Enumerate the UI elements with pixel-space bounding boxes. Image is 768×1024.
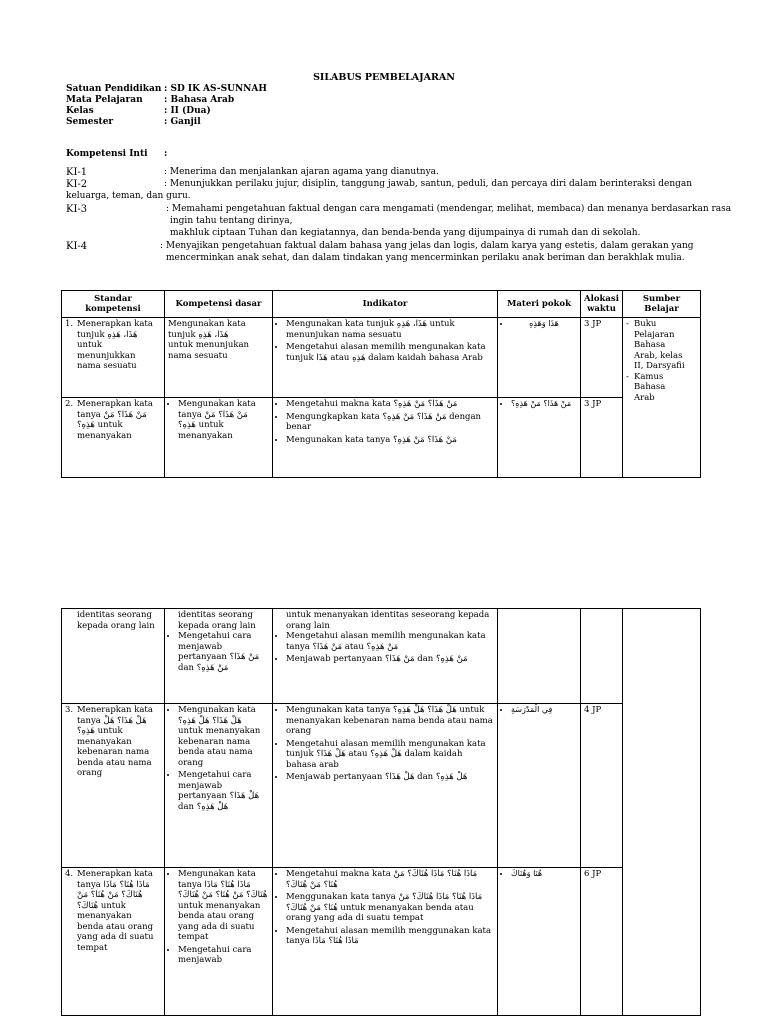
sumber-cell-empty [623, 609, 701, 1016]
meta-row [66, 84, 267, 95]
kd-cell: identitas seorang kepada orang lain • Mengetahui cara menjawab pertanyaan مَنْ هَذَا؟ dan مَنْ هَذِهِ؟ [165, 609, 273, 704]
kd-item: • Mengunakan kata tanya مَنْ هَذَا؟ مَنْ هَذِهِ؟ untuk menanyakan [178, 399, 269, 441]
kd-cell [165, 318, 273, 398]
sumber-cell [623, 318, 701, 478]
sk-cell [62, 398, 165, 478]
kd-item: • Mengetahui cara menjawab pertanyaan هَلْ هَذَا؟ dan هَلْ هَذِهِ؟ [178, 770, 269, 812]
sk-line: Menerapkan kata [77, 319, 153, 329]
row-number: 1. [65, 319, 74, 329]
meta-label: Mata Pelajaran [66, 95, 143, 105]
kd-item: • Mengetahui cara menjawab [178, 945, 269, 966]
indicator-item: • Menjawab pertanyaan مَنْ هَذَا؟ dan مَنْ هَذِهِ؟ [286, 654, 494, 665]
ki-code: KI-2 [66, 179, 88, 190]
meta-row [66, 106, 267, 117]
indicator-item: • Mengungkapkan kata مَنْ هَذَا؟ مَنْ هَذِهِ؟ dengan benar [286, 412, 494, 433]
sk-line: menanyakan [77, 430, 132, 441]
col-header: Kompetensi dasar [165, 291, 273, 318]
materi-cell [498, 609, 581, 704]
table-row [62, 868, 701, 1016]
table-header-row [62, 291, 701, 318]
meta-label: Kelas [66, 106, 94, 116]
alokasi-cell: 6 JP [581, 868, 623, 1016]
ki-heading-colon: : [164, 149, 168, 159]
sk-cell: 3. Menerapkan kata tanya هَلْ هَذَا؟ هَلْ هَذِهِ؟ untuk menanyakan kebenaran nama benda atau nama orang [62, 704, 165, 868]
sk-cell: 4. Menerapkan kata tanya مَاذَا هُنَا؟ مَاذَا هُنَاكَ؟ مَنْ هُنَا؟ مَنْ هُنَاكَ؟ untuk menanyakan benda atau orang yang ada di suatu tempat [62, 868, 165, 1016]
alokasi-cell: 3 JP [581, 398, 623, 478]
materi-cell [498, 704, 581, 868]
identity-block [66, 84, 267, 128]
alokasi-cell [581, 609, 623, 704]
materi-item: • فِي الْمَدْرَسَةِ [511, 705, 577, 716]
materi-item: • هُنَا وَهُنَاكَ [511, 869, 577, 880]
table-row [62, 704, 701, 868]
meta-value: : II (Dua) [164, 106, 211, 116]
col-header: Indikator [273, 291, 498, 318]
sk-cell: identitas seorang kepada orang lain [62, 609, 165, 704]
ki-text: keluarga, teman, dan guru. [66, 191, 191, 201]
syllabus-table [61, 290, 701, 478]
sk-line: untuk [77, 340, 102, 350]
col-header: Sumber Belajar [623, 291, 701, 318]
indicator-item: • Mengetahui makna kata مَنْ هَذَا؟ مَنْ هَذِهِ؟ [286, 399, 494, 410]
indicator-item: • Mengunakan kata tunjuk هَذَا، هَذِهِ untuk menunjukan nama sesuatu [286, 319, 494, 340]
alokasi-cell: 3 JP [581, 318, 623, 398]
table-row [62, 398, 701, 478]
meta-label: Satuan Pendidikan [66, 84, 162, 94]
materi-cell [498, 318, 581, 398]
sk-cell [62, 318, 165, 398]
ki-text: : Menunjukkan perilaku jujur, disiplin, tanggung jawab, santun, peduli, dan percaya diri dalam berinteraksi dengan [164, 179, 693, 189]
sk-line: nama sesuatu [77, 361, 137, 371]
ki-text: : Menerima dan menjalankan ajaran agama yang dianutnya. [164, 167, 439, 177]
indicator-cell [273, 398, 498, 478]
kd-item: • Mengetahui cara menjawab pertanyaan مَنْ هَذَا؟ dan مَنْ هَذِهِ؟ [178, 631, 269, 673]
syllabus-table-continued [61, 608, 701, 1016]
col-header: Standar kompetensi [62, 291, 165, 318]
meta-value: : SD IK AS-SUNNAH [164, 84, 267, 94]
indicator-cell [273, 704, 498, 868]
sk-line: tunjuk هَذَا، هَذِهِ [77, 329, 138, 340]
meta-value: : Ganjil [164, 117, 201, 127]
indicator-item: • Mengunakan kata tanya هَلْ هَذَا؟ هَلْ هَذِهِ؟ untuk menanyakan kebenaran nama benda atau nama orang [286, 705, 494, 737]
meta-value: : Bahasa Arab [164, 95, 235, 105]
kd-line: untuk menunjukan [168, 340, 250, 350]
kd-cell [165, 704, 273, 868]
kd-line: tunjuk هَذَا، هَذِهِ [168, 329, 229, 340]
sumber-item: - Kamus Bahasa Arab [626, 371, 666, 403]
sumber-item: - Buku Pelajaran Bahasa Arab, kelas II, Darsyafii [626, 319, 685, 371]
ki-text: mencerminkan anak sehat, dan dalam tindakan yang mencerminkan perilaku anak beriman dan berakhlak mulia. [166, 253, 685, 263]
kd-cell [165, 868, 273, 1016]
table-row [62, 609, 701, 704]
materi-item: • هَذَا وَهَذِهِ [511, 319, 577, 330]
indicator-cell [273, 318, 498, 398]
alokasi-cell: 4 JP [581, 704, 623, 868]
ki-code: KI-3 [66, 204, 88, 215]
indicator-item: • Menggunakan kata tanya مَاذَا هُنَا؟ مَاذَا هُنَاكَ؟ مَنْ هُنَا؟ مَنْ هُنَاكَ؟ untuk menanyakan benda atau orang yang ada di suatu tempat [286, 892, 494, 924]
ki-text: : Menyajikan pengetahuan faktual dalam bahasa yang jelas dan logis, dalam karya yang estetis, dalam gerakan yang [160, 241, 694, 251]
ki-heading [66, 149, 168, 160]
kd-cell [165, 398, 273, 478]
meta-row [66, 95, 267, 106]
indicator-cell: untuk menanyakan identitas seseorang kepada orang lain • Mengetahui alasan memilih mengunakan kata tanya مَنْ هَذَا؟ atau مَنْ هَذِهِ؟ • Menjawab pertanyaan مَنْ هَذَا؟ dan مَنْ هَذِهِ؟ [273, 609, 498, 704]
row-number: 2. [65, 399, 74, 409]
table-row [62, 318, 701, 398]
document-title: SILABUS PEMBELAJARAN [313, 72, 455, 83]
indicator-cell [273, 868, 498, 1016]
materi-cell [498, 868, 581, 1016]
kd-line: Mengunakan kata [168, 319, 246, 329]
sk-line: Menerapkan kata [77, 399, 153, 409]
sk-line: menunjukkan [77, 350, 136, 361]
sk-line: tanya مَنْ هَذَا؟ مَنْ [77, 409, 147, 420]
ki-code: KI-1 [66, 167, 88, 178]
indicator-item: • Mengetahui alasan memilih menggunakan kata tanya مَاذَا هُنَا؟ مَاذَا [286, 926, 494, 947]
ki-code: KI-4 [66, 241, 88, 252]
indicator-item: • Menjawab pertanyaan هَلْ هَذَا؟ dan هَلْ هَذِهِ؟ [286, 772, 494, 783]
ki-text: makhluk ciptaan Tuhan dan kegiatannya, dan benda-benda yang dijumpainya di rumah dan di sekolah. [170, 228, 641, 238]
indicator-item: • Mengetahui alasan memilih mengunakan kata tunjuk هَلْ هَذَا؟ atau هَلْ هَذِهِ؟ dalam kaidah bahasa arab [286, 739, 494, 771]
kd-item: • Mengunakan kata tanya مَاذَا هُنَا؟ مَاذَا هُنَاكَ؟ مَنْ هُنَا؟ مَنْ هُنَاكَ؟ untuk menanyakan benda atau orang yang ada di suatu tempat [178, 869, 269, 943]
indicator-item: • Mengetahui alasan memilih mengunakan kata tanya مَنْ هَذَا؟ atau مَنْ هَذِهِ؟ [286, 631, 494, 652]
col-header: Alokasi waktu [581, 291, 623, 318]
ki-text: : Memahami pengetahuan faktual dengan cara mengamati (mendengar, melihat, membaca) dan menanya berdasarkan rasa [166, 204, 732, 214]
kd-item: • Mengunakan kata هَلْ هَذَا؟ هَلْ هَذِهِ؟ untuk menanyakan kebenaran nama benda atau nama orang [178, 705, 269, 768]
col-header: Materi pokok [498, 291, 581, 318]
indicator-item: • Mengunakan kata tanya مَنْ هَذَا؟ مَنْ هَذِهِ؟ [286, 435, 494, 446]
indicator-item: • Mengetahui alasan memilih mengunakan kata tunjuk هَذَا atau هَذِهِ dalam kaidah bahasa Arab [286, 342, 494, 363]
indicator-item: • Mengetahui makna kata مَاذَا هُنَا؟ مَاذَا هُنَاكَ؟ مَنْ هُنَا؟ مَنْ هُنَاكَ؟ [286, 869, 494, 890]
ki-text: ingin tahu tentang dirinya, [170, 216, 293, 226]
ki-heading-label: Kompetensi Inti [66, 149, 148, 159]
meta-label: Semester [66, 117, 114, 127]
materi-cell [498, 398, 581, 478]
sk-line: هَذِهِ؟ untuk [77, 420, 123, 430]
kd-line: nama sesuatu [168, 350, 228, 361]
meta-row [66, 117, 267, 128]
materi-item: • مَنْ هَذَا؟ مَنْ هَذِهِ؟ [511, 399, 577, 410]
